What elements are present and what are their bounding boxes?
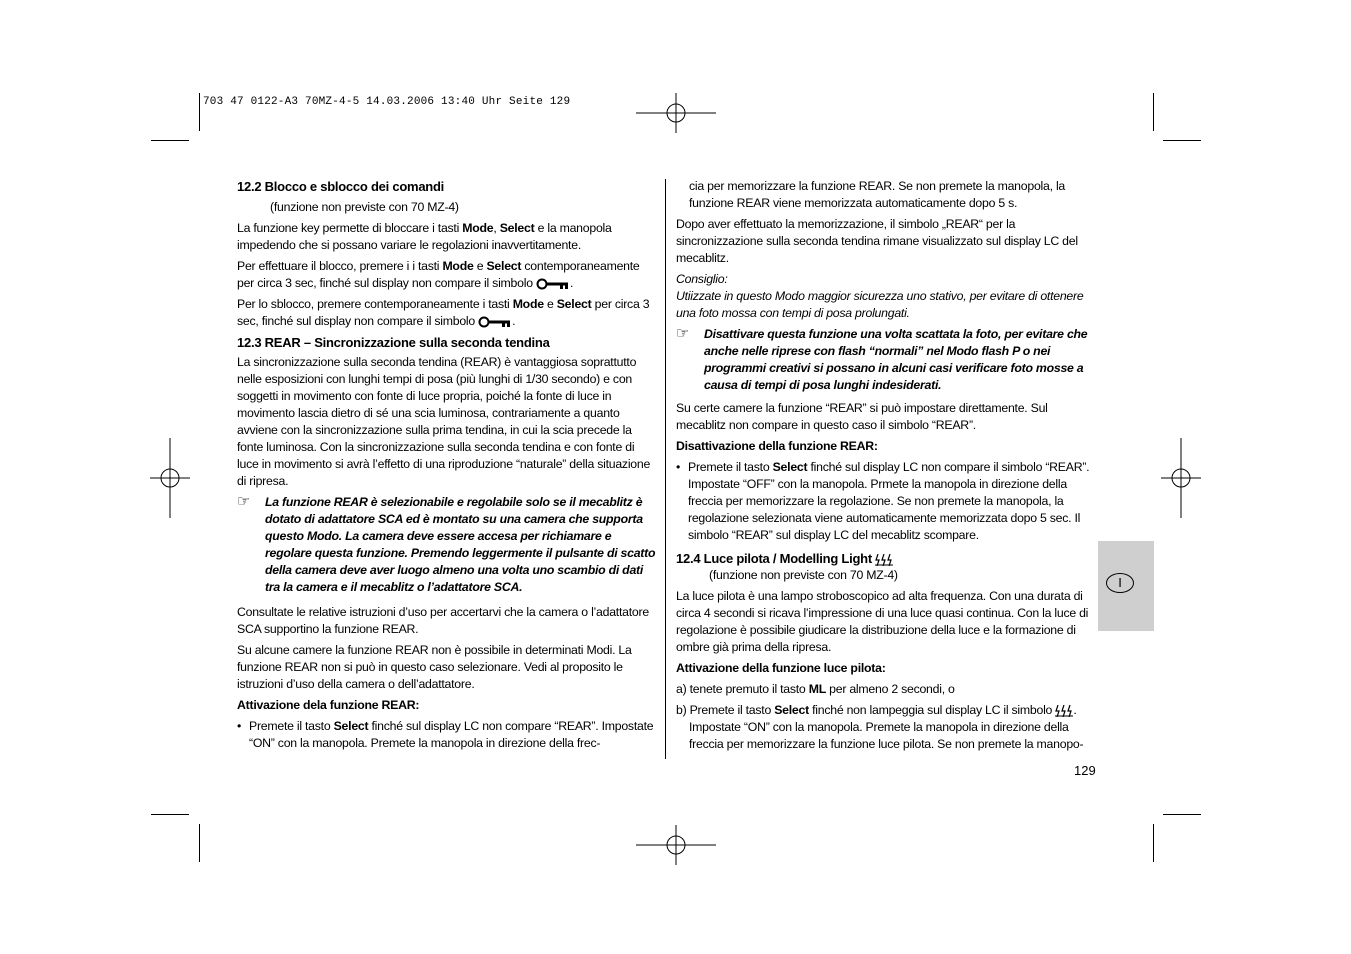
print-header: 703 47 0122-A3 70MZ-4-5 14.03.2006 13:40 Uhr Seite 129 xyxy=(203,96,571,108)
subheading: Attivazione della funzione luce pilota: xyxy=(676,661,886,675)
list-item: • Premete il tasto Select finché sul display LC non compare “REAR”. Impostate “ON” con la manopola. Premete la manopola in direzione della frec- xyxy=(237,719,654,750)
key-icon xyxy=(536,278,570,290)
section-title-12-3: 12.3 REAR – Sincronizzazione sulla seconda tendina xyxy=(237,335,550,350)
section-subtitle: (funzione non previste con 70 MZ-4) xyxy=(709,568,898,582)
paragraph: Impostate “ON” con la manopola. Premete la manopola in direzione della freccia per memorizzare la funzione luce pilota. Se non premete la manopo- xyxy=(689,720,1084,751)
pointing-hand-icon: ☞ xyxy=(237,493,251,510)
tip-label: Consiglio: xyxy=(676,272,728,286)
paragraph: La sincronizzazione sulla seconda tendina (REAR) è vantaggiosa soprattutto nelle esposizioni con lunghi tempi di posa (più lunghi di 1/30 secondo) e con soggetti in movimento con fonte di luce propria, poiché la fonte di luce in movimento lascia dietro di sé una scia luminosa, contrariamente a quanto avviene con la sincronizzazione sulla prima tendina, in cui la scia precede la fonte luminosa. Con la sincronizzazione sulla seconda tendina e con fonte di luce in movimento si avrà l’effetto di una riproduzione “naturale” della situazione di ripresa. xyxy=(237,355,651,488)
registration-mark-bottom xyxy=(636,825,716,865)
registration-mark-top xyxy=(636,93,716,133)
list-item: a) tenete premuto il tasto ML per almeno 2 secondi, o xyxy=(676,682,955,696)
language-tab xyxy=(1098,541,1154,631)
paragraph: Su alcune camere la funzione REAR non è possibile in determinati Modi. La funzione REAR non si può in questo caso selezionare. Vedi al proposito le istruzioni d’uso della camera o dell’adattatore. xyxy=(237,643,632,691)
pointing-hand-icon: ☞ xyxy=(676,325,690,342)
left-column xyxy=(237,178,658,752)
paragraph: Per effettuare il blocco, premere i i tasti Mode e Select contemporaneamente per circa 3 sec, finché sul display non compare il simbolo . xyxy=(237,259,640,290)
paragraph: Per lo sblocco, premere contemporaneamente i tasti Mode e Select per circa 3 sec, finché sul display non compare il simbolo . xyxy=(237,297,650,328)
paragraph: Su certe camere la funzione “REAR” si può impostare direttamente. Sul mecablitz non compare in questo caso il simbolo “REAR”. xyxy=(676,401,1048,432)
section-title-12-4: 12.4 Luce pilota / Modelling Light xyxy=(676,550,1099,567)
key-icon xyxy=(478,316,512,328)
paragraph: La funzione key permette di bloccare i tasti Mode, Select e la manopola impedendo che si possano variare le regolazioni inavvertitamente. xyxy=(237,221,612,252)
paragraph: Consultate le relative istruzioni d’uso per accertarvi che la camera o l’adattatore SCA supportino la funzione REAR. xyxy=(237,605,649,636)
paragraph: cia per memorizzare la funzione REAR. Se non premete la manopola, la funzione REAR viene memorizzata automaticamente dopo 5 s. xyxy=(689,179,1066,210)
registration-mark-left xyxy=(150,438,190,518)
tip-text: Utiizzate in questo Modo maggior sicurezza uno stativo, per evitare di ottenere una foto mossa con tempi di posa prolungati. xyxy=(676,289,1084,320)
list-item: • Premete il tasto Select finché sul display LC non compare il simbolo “REAR”. Impostate “OFF” con la manopola. Prmete la manopola in direzione della freccia per memorizzare la regolazione. Se non premete la manopola, la regolazione selezionata viene automaticamente memorizzata dopo 5 sec. Il simbolo “REAR” sul display LC del mecablitz scompare. xyxy=(676,460,1090,542)
paragraph: Dopo aver effettuato la memorizzazione, il simbolo „REAR“ per la sincronizzazione sulla seconda tendina rimane visualizzato sul display LC del mecablitz. xyxy=(676,217,1078,265)
section-title-12-2: 12.2 Blocco e sblocco dei comandi xyxy=(237,179,445,194)
note: ☞ Disattivare questa funzione una volta scattata la foto, per evitare che anche nelle riprese con flash “normali” nel Modo flash P o nei programmi creativi si possano in alcuni casi verificare foto mosse a causa di tempi di posa lunghi indesiderati. xyxy=(676,325,1088,392)
note: ☞ La funzione REAR è selezionabile e regolabile solo se il mecablitz è dotato di adattatore SCA ed è montato su una camera che supporta questo Modo. La camera deve essere accesa per richiamare e regolare questa funzione. Premendo leggermente il pulsante di scatto della camera deve aver luogo almeno una volta uno scambio di dati tra la camera e il mecablitz o l’adattatore SCA. xyxy=(237,493,656,594)
paragraph: La luce pilota è una lampo stroboscopico ad alta frequenza. Con una durata di circa 4 secondi si ricava l’impressione di una luce quasi continua. Con la luce di regolazione è possibile giudicare la distribuzione della luce e la formazione di ombre già prima della ripresa. xyxy=(676,589,1089,654)
column-divider xyxy=(665,179,666,759)
list-item: b) Premete il tasto Select finché non lampeggia sul display LC il simbolo . xyxy=(676,703,1077,717)
subheading: Disattivazione della funzione REAR: xyxy=(676,439,878,453)
modelling-light-icon xyxy=(1055,705,1073,717)
language-label: I xyxy=(1106,573,1134,593)
section-subtitle: (funzione non previste con 70 MZ-4) xyxy=(270,200,459,214)
page-number: 129 xyxy=(1074,763,1096,778)
modelling-light-icon xyxy=(875,554,893,566)
subheading: Attivazione dela funzione REAR: xyxy=(237,698,420,712)
registration-mark-right xyxy=(1161,438,1201,518)
right-column xyxy=(676,178,1099,757)
